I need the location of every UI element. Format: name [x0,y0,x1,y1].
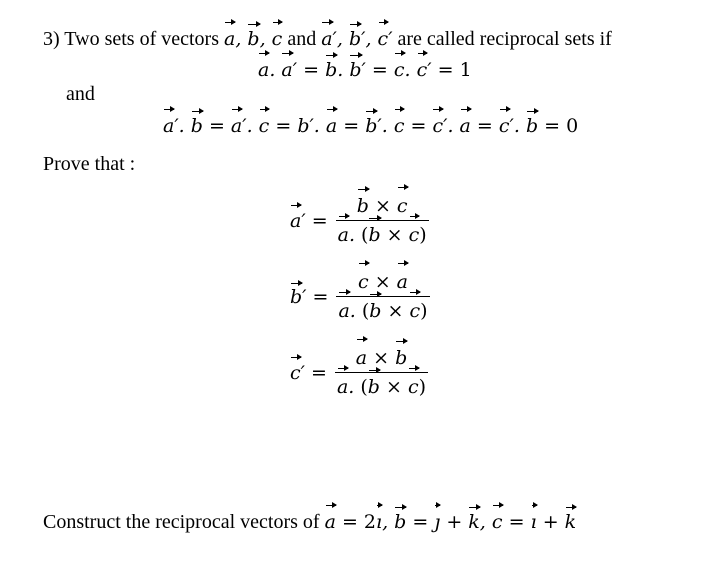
intro-middle-text: and [282,28,322,50]
formula-c-prime: c′ = $\frac{a \times b}{a. (b \times c)}$ [290,344,428,401]
given-vectors: a = 2ı, b = ȷ + k, c = ı + k [324,511,577,533]
vector-set-abc-prime: a′, b′, c′ [321,28,393,50]
intro-suffix-text: are called reciprocal sets if [392,28,612,50]
zero-rhs: = 0 [544,115,579,137]
unity-rhs: = 1 [437,59,472,81]
intro-prefix-text: 3) Two sets of vectors [43,28,224,50]
construct-task-line [43,510,576,534]
construct-prefix-text: Construct the reciprocal vectors of [43,511,325,533]
prove-label: Prove that : [43,153,136,175]
vector-set-abc: a, b, c [223,28,283,50]
and-label: and [66,83,95,105]
reciprocal-zero-equation: a′. b = a′. c = b′. a = b′. c = c′. a = c′. b = 0 [163,115,579,137]
formula-b-prime: b′ = $\frac{c \times a}{a. (b \times c)}$ [290,268,430,325]
formula-a-prime: a′ = $\frac{b \times c}{a. (b \times c)}$ [290,192,429,249]
reciprocal-unity-equation: a. a′ = b. b′ = c. c′ = 1 [258,59,472,81]
problem-intro-line [43,27,612,51]
